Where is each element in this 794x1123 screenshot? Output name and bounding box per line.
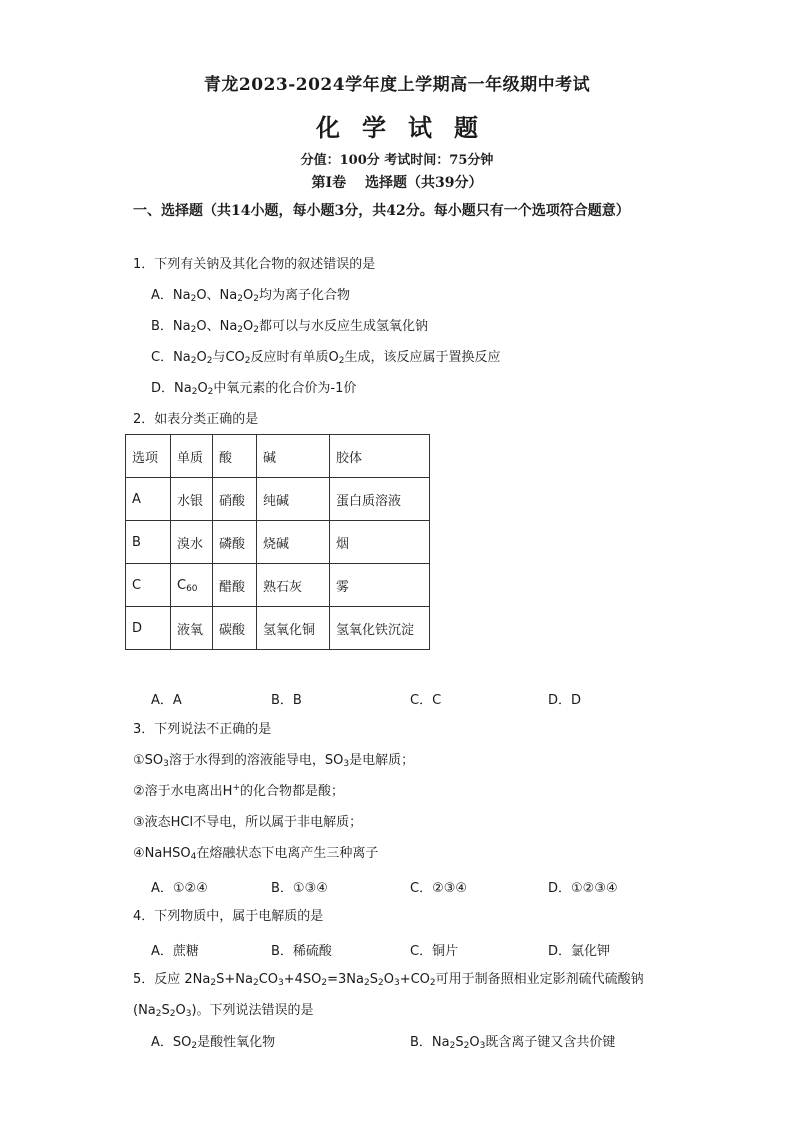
table-cell: 液氧: [171, 607, 213, 650]
q3-statement-4: ④NaHSO$_4$在熔融状态下电离产生三种离子: [133, 846, 379, 862]
q4-option-a: A．蔗糖: [151, 944, 199, 959]
q3-statement-3: ③液态HCl不导电，所以属于非电解质；: [133, 815, 363, 830]
table-header-cell: 酸: [213, 435, 257, 478]
table-cell: B: [126, 521, 171, 564]
table-cell: $C_{60}$: [171, 564, 213, 607]
q5-stem-line-1: 5．反应 $2Na_2S+Na_2CO_3+4SO_2=3Na_2S_2O_3+CO_2$可用于制备照相业定影剂硫代硫酸钠: [133, 972, 644, 988]
q2-stem: 2．如表分类正确的是: [133, 412, 259, 427]
q1-option-b: B．$Na_2O$、$Na_2O_2$都可以与水反应生成氢氧化钠: [151, 319, 429, 335]
q1-option-a: A．$Na_2O$、$Na_2O_2$均为离子化合物: [151, 288, 350, 304]
table-cell: 熟石灰: [257, 564, 330, 607]
q3-statement-2: ②溶于水电离出H+的化合物都是酸；: [133, 783, 344, 799]
table-cell: 溴水: [171, 521, 213, 564]
q3-option-a: A．①②④: [151, 881, 208, 896]
table-header-cell: 选项: [126, 435, 171, 478]
q1-option-c: C．$Na_2O_2$与$CO_2$反应时有单质$O_2$生成，该反应属于置换反应: [151, 350, 501, 366]
table-cell: 氢氧化铜: [257, 607, 330, 650]
q2-option-d: D．D: [548, 693, 582, 708]
q3-option-b: B．①③④: [271, 881, 328, 896]
table-cell: 蛋白质溶液: [330, 478, 430, 521]
table-row: [126, 521, 430, 564]
q2-option-c: C．C: [410, 693, 442, 708]
table-header-cell: 碱: [257, 435, 330, 478]
q3-option-d: D．①②③④: [548, 881, 618, 896]
table-cell: 氢氧化铁沉淀: [330, 607, 430, 650]
table-cell: 硝酸: [213, 478, 257, 521]
table-row: [126, 564, 430, 607]
table-cell: 水银: [171, 478, 213, 521]
subject-title: 化学试题: [316, 113, 500, 142]
table-cell: 烟: [330, 521, 430, 564]
table-cell: 纯碱: [257, 478, 330, 521]
table-cell: 醋酸: [213, 564, 257, 607]
section-heading: 一、选择题（共14小题，每小题3分，共42分。每小题只有一个选项符合题意）: [133, 203, 630, 219]
table-header-row: [126, 435, 430, 478]
table-cell: D: [126, 607, 171, 650]
q5-option-b: B．$Na_2S_2O_3$既含离子键又含共价键: [410, 1035, 616, 1051]
table-cell: 雾: [330, 564, 430, 607]
table-cell: 碳酸: [213, 607, 257, 650]
q1-stem: 1．下列有关钠及其化合物的叙述错误的是: [133, 257, 376, 272]
q4-option-b: B．稀硫酸: [271, 944, 332, 959]
table-cell: 磷酸: [213, 521, 257, 564]
q5-stem-line-2: $(Na_2S_2O_3)$。下列说法错误的是: [133, 1003, 314, 1019]
q4-option-d: D．氯化钾: [548, 944, 611, 959]
q3-option-c: C．②③④: [410, 881, 468, 896]
table-row: [126, 607, 430, 650]
q4-option-c: C．铜片: [410, 944, 459, 959]
q3-stem: 3．下列说法不正确的是: [133, 722, 272, 737]
table-row: [126, 478, 430, 521]
q4-stem: 4．下列物质中，属于电解质的是: [133, 909, 324, 924]
exam-meta: 分值：100分 考试时间：75分钟: [300, 153, 494, 168]
part-heading: 第I卷 选择题（共39分）: [311, 175, 483, 191]
exam-title: 青龙2023-2024学年度上学期高一年级期中考试: [203, 75, 591, 95]
q1-option-d: D．$Na_2O_2$中氧元素的化合价为-1价: [151, 381, 357, 397]
table-header-cell: 单质: [171, 435, 213, 478]
table-cell: A: [126, 478, 171, 521]
table-cell: C: [126, 564, 171, 607]
q2-option-a: A．A: [151, 693, 182, 708]
q2-option-b: B．B: [271, 693, 302, 708]
q3-statement-1: $①SO_3$溶于水得到的溶液能导电，$SO_3$是电解质；: [133, 753, 415, 769]
table-header-cell: 胶体: [330, 435, 430, 478]
classification-table: [125, 434, 430, 650]
q5-option-a: A．$SO_2$是酸性氧化物: [151, 1035, 276, 1051]
table-cell: 烧碱: [257, 521, 330, 564]
